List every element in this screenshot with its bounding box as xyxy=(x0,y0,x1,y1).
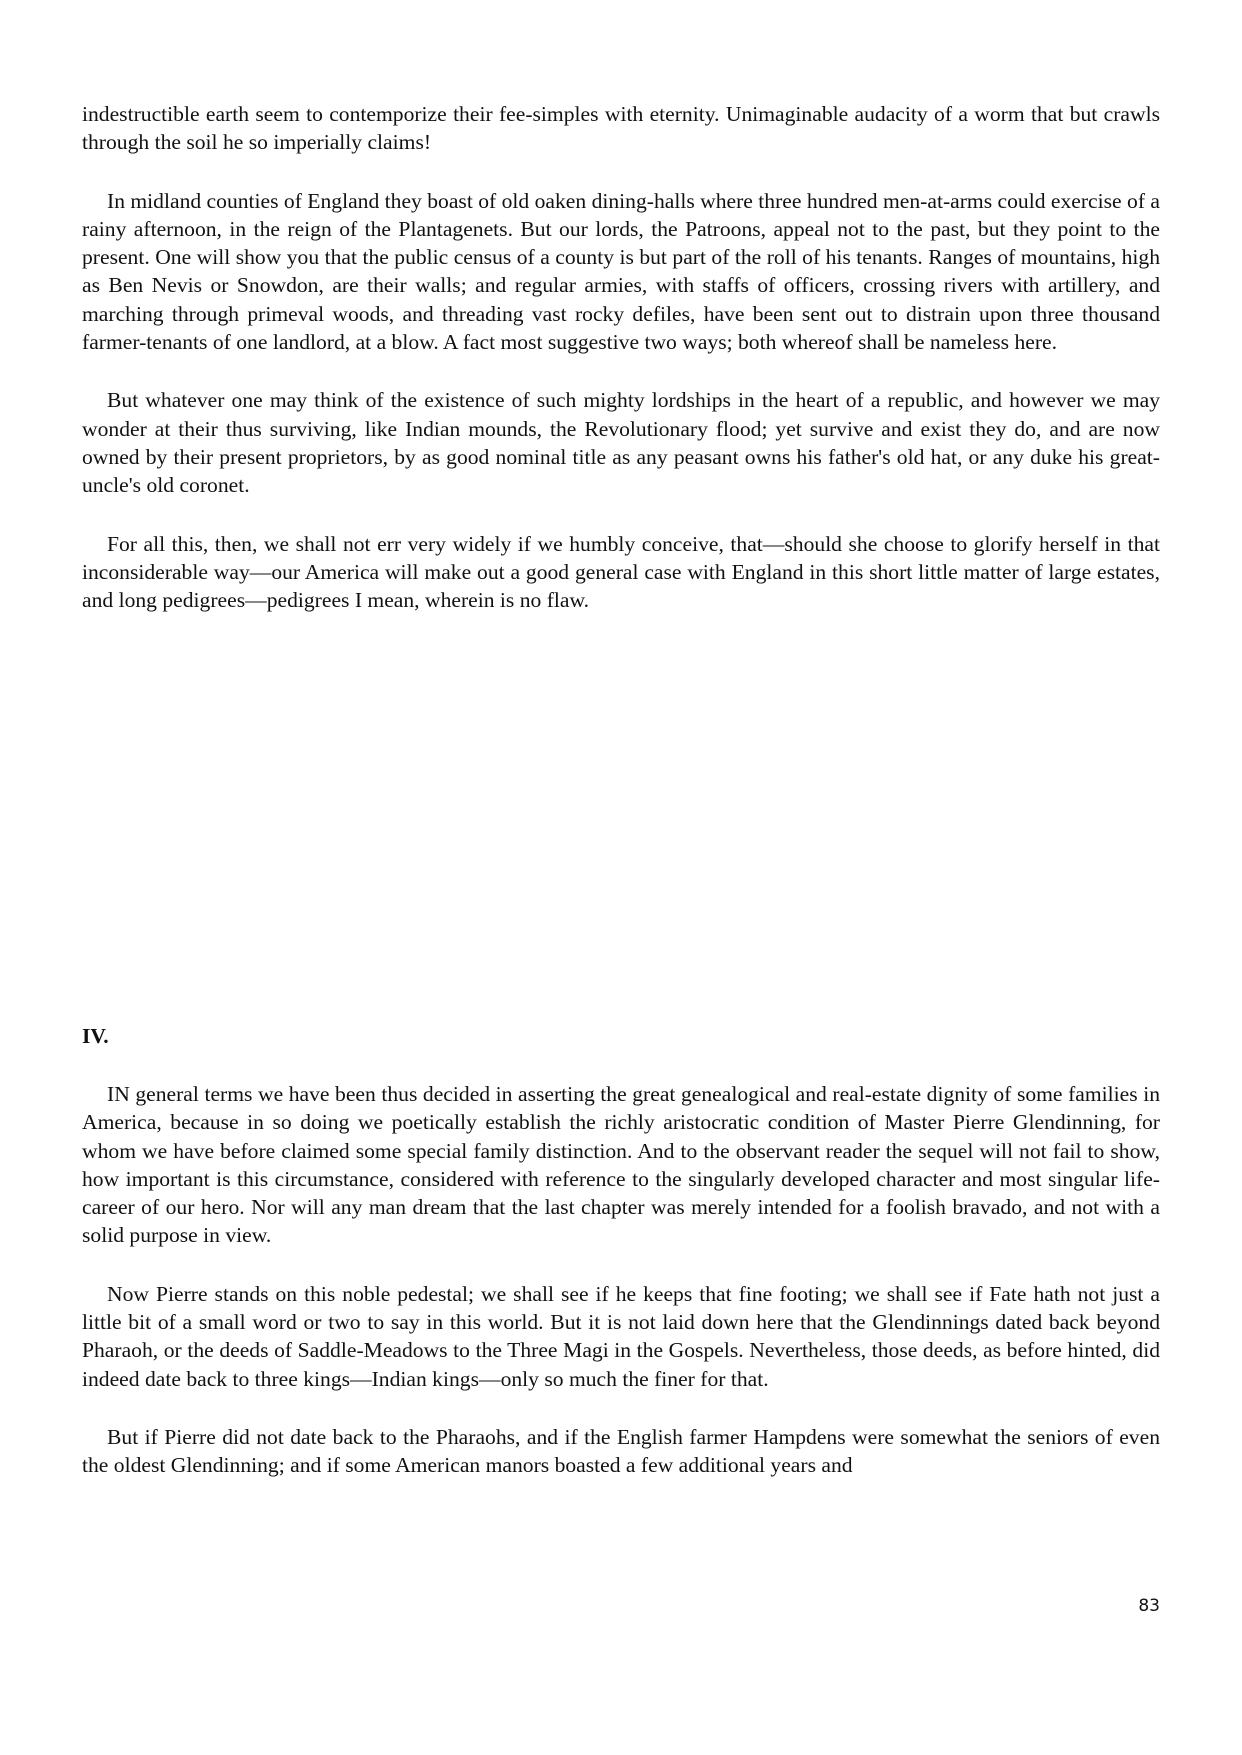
paragraph-america-case: For all this, then, we shall not err very widely if we humbly conceive, that—should she choose to glorify herself in that inconsiderable way—our America will make out a good general case with England in this short little matter of large estates, and long pedigrees—pedigrees I mean, wherein is no flaw. xyxy=(82,531,1160,613)
chapter-section xyxy=(82,1022,1160,1510)
page-number: 83 xyxy=(1138,1596,1160,1616)
paragraph-general-terms: IN general terms we have been thus decided in asserting the great genealogical and real-estate dignity of some families in America, because in so doing we poetically establish the richly aristocratic condition of Master Pierre Glendinning, for whom we have before claimed some special family distinction. And to the observant reader the sequel will not fail to show, how important is this circumstance, considered with reference to the singularly developed character and most singular life-career of our hero. Nor will any man dream that the last chapter was merely intended for a foolish bravado, and not with a solid purpose in view. xyxy=(82,1082,1160,1248)
paragraph-continuation: indestructible earth seem to contemporize their fee-simples with eternity. Unimaginable audacity of a worm that but crawls through the soil he so imperially claims! xyxy=(82,102,1160,155)
paragraph-midland-counties: In midland counties of England they boast of old oaken dining-halls where three hundred men-at-arms could exercise of a rainy afternoon, in the reign of the Plantagenets. But our lords, the Patroons, appeal not to the past, but they point to the present. One will show you that the public census of a county is but part of the roll of his tenants. Ranges of mountains, high as Ben Nevis or Snowdon, are their walls; and regular armies, with staffs of officers, crossing rivers with artillery, and marching through primeval woods, and threading vast rocky defiles, have been sent out to distrain upon three thousand farmer-tenants of one landlord, at a blow. A fact most suggestive two ways; both whereof shall be nameless here. xyxy=(82,188,1160,355)
chapter-heading: IV. xyxy=(82,1024,109,1048)
paragraph-noble-pedestal: Now Pierre stands on this noble pedestal; we shall see if he keeps that fine footing; we shall see if Fate hath not just a little bit of a small word or two to say in this world. But it is not laid down here that the Glendinnings dated back beyond Pharaoh, or the deeds of Saddle-Meadows to the Three Magi in the Gospels. Nevertheless, those deeds, as before hinted, did indeed date back to three kings—Indian kings—only so much the finer for that. xyxy=(82,1281,1160,1391)
top-text-block xyxy=(82,100,1160,644)
paragraph-mighty-lordships: But whatever one may think of the existence of such mighty lordships in the heart of a republic, and however we may wonder at their thus surviving, like Indian mounds, the Revolutionary flood; yet survive and exist they do, and are now owned by their present proprietors, by as good nominal title as any peasant owns his father's old hat, or any duke his great-uncle's old coronet. xyxy=(82,388,1160,498)
paragraph-pharaohs: But if Pierre did not date back to the Pharaohs, and if the English farmer Hampdens were somewhat the seniors of even the oldest Glendinning; and if some American manors boasted a few additional years and xyxy=(82,1424,1160,1478)
